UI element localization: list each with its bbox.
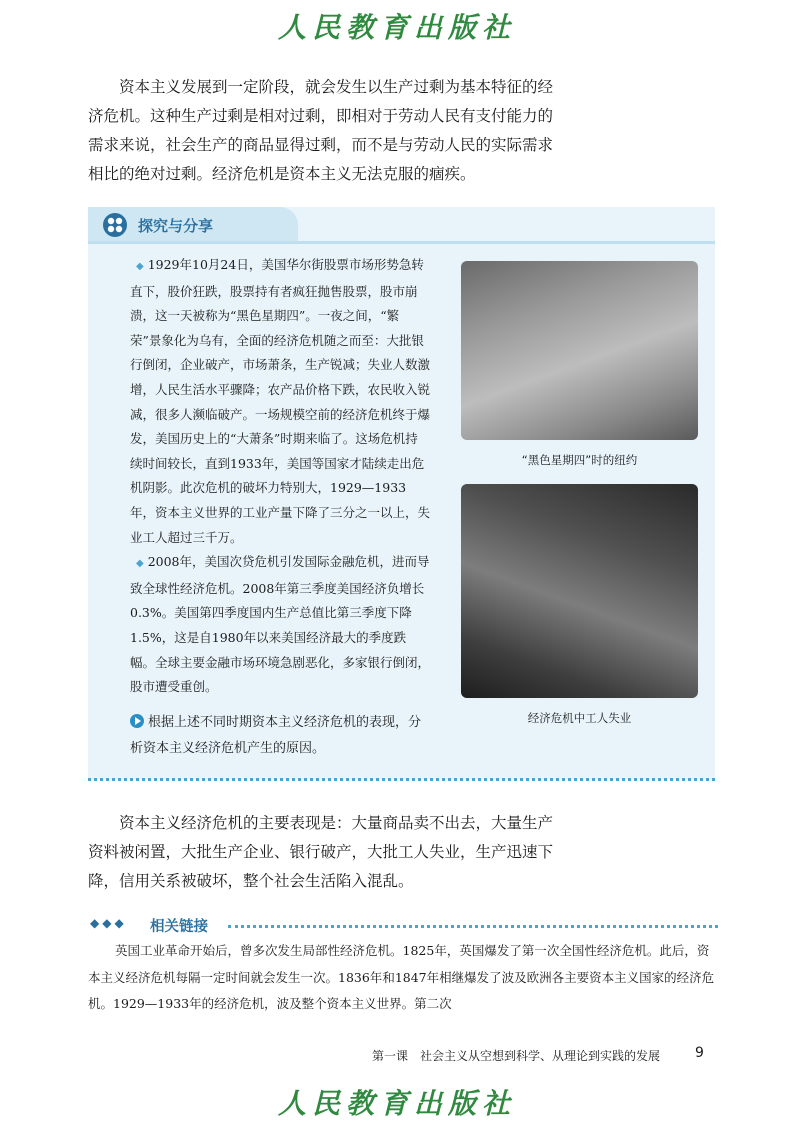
publisher-logo-bottom: 人民教育出版社	[277, 1087, 516, 1120]
diamond-bullet-icon: ◆	[136, 261, 144, 272]
diamonds-icon: ◆◆◆	[90, 916, 127, 930]
explore-tab	[88, 207, 298, 243]
photo-unemployed-workers	[461, 484, 698, 698]
related-links-text: 英国工业革命开始后，曾多次发生局部性经济危机。1825年，英国爆发了第一次全国性经济危机。此后，资本主义经济危机每隔一定时间就会发生一次。1836年和1847年相继爆发了波及欧洲各主要资本主义国家的经济危机。1929—1933年的经济危机，波及整个资本主义世界。第二次	[88, 943, 715, 1011]
explore-bottom-divider	[88, 778, 715, 781]
explore-share-box	[88, 207, 715, 779]
publisher-logo-top: 人民教育出版社	[277, 11, 516, 44]
photo1-caption: “黑色星期四”时的纽约	[521, 453, 638, 467]
intro-paragraph: 资本主义发展到一定阶段，就会发生以生产过剩为基本特征的经济危机。这种生产过剩是相对过剩，即相对于劳动人民有支付能力的需求来说，社会生产的商品显得过剩，而不是与劳动人民的实际需求相比的绝对过剩。经济危机是资本主义无法克服的痼疾。	[88, 78, 554, 183]
explore-globe-icon	[102, 212, 128, 238]
explore-item-2: ◆ 2008年，美国次贷危机引发国际金融危机，进而导致全球性经济危机。2008年第三季度美国经济负增长0.3%。美国第四季度国内生产总值比第三季度下降1.5%，这是自1980年以来美国经济最大的季度跌幅。全球主要金融市场环境急剧恶化，多家银行倒闭，股市遭受重创。	[130, 554, 431, 695]
photo2-caption: 经济危机中工人失业	[527, 711, 632, 725]
explore-item-1: ◆ 1929年10月24日，美国华尔街股票市场形势急转直下，股价狂跌，股票持有者疯狂抛售股票，股市崩溃，这一天被称为“黑色星期四”。一夜之间，“繁荣”景象化为乌有，全面的经济危机随之而至：大批银行倒闭，企业破产，市场萧条，生产锐减；失业人数激增，人民生活水平骤降；农产品价格下跌，农民收入锐减，很多人濒临破产。一场规模空前的经济危机终于爆发，美国历史上的“大萧条”时期来临了。这场危机持续时间较长，直到1933年，美国等国家才陆续走出危机阴影。此次危机的破坏力特别大，1929—1933年，资本主义世界的工业产量下降了三分之一以上，失业工人超过三千万。	[130, 257, 431, 545]
play-arrow-icon	[130, 714, 144, 728]
diamond-bullet-icon: ◆	[136, 558, 144, 570]
explore-tab-divider	[88, 241, 715, 244]
main-paragraph: 资本主义经济危机的主要表现是：大量商品卖不出去，大量生产资料被闲置，大批生产企业、银行破产，大批工人失业，生产迅速下降，信用关系被破坏，整个社会生活陷入混乱。	[88, 814, 554, 890]
related-links-divider	[228, 925, 718, 928]
explore-title: 探究与分享	[138, 217, 214, 235]
photo-black-thursday	[461, 261, 698, 440]
page-number: 9	[695, 1045, 704, 1061]
explore-text	[130, 253, 430, 700]
explore-question: 根据上述不同时期资本主义经济危机的表现，分析资本主义经济危机产生的原因。	[130, 715, 422, 756]
chapter-footer: 第一课 社会主义从空想到科学、从理论到实践的发展	[372, 1049, 661, 1063]
related-links-title: 相关链接	[150, 919, 208, 935]
related-links-header	[90, 915, 720, 937]
